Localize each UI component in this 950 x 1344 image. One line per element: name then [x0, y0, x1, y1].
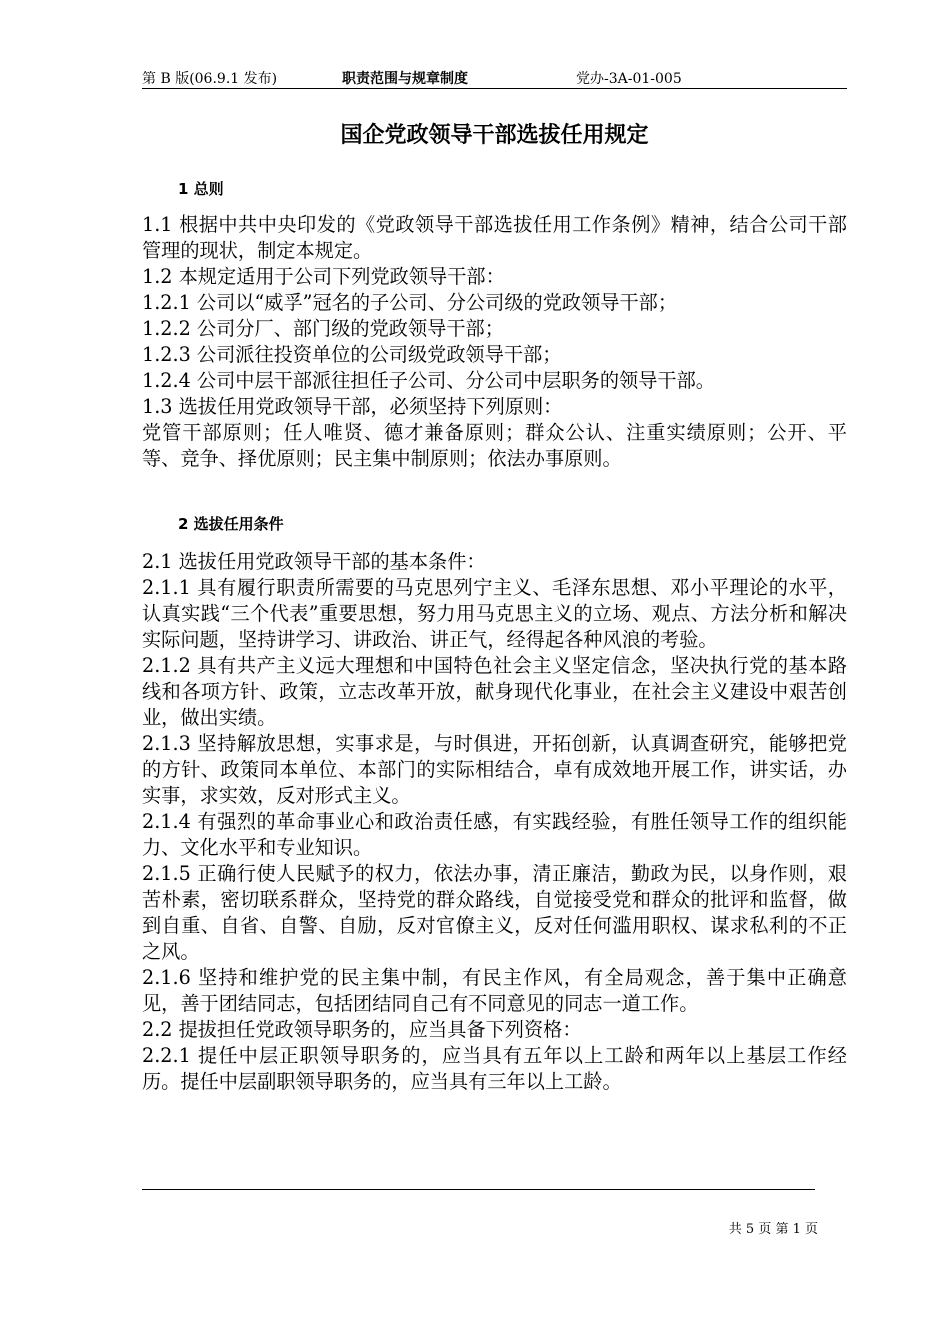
paragraph: 1.3 选拔任用党政领导干部，必须坚持下列原则： [142, 395, 563, 418]
section-body-general [142, 212, 847, 472]
paragraph: 1.2 本规定适用于公司下列党政领导干部： [142, 265, 505, 288]
paragraph: 1.2.1 公司以“威孚”冠名的子公司、分公司级的党政领导干部； [142, 291, 678, 314]
paragraph: 2.1.5 正确行使人民赋予的权力，依法办事，清正廉洁，勤政为民，以身作则，艰苦朴素，密切联系群众，坚持党的群众路线，自觉接受党和群众的批评和监督，做到自重、自省、自警、自励，反对官僚主义，反对任何滥用职权、谋求私利的不正之风。 [142, 862, 847, 963]
paragraph: 2.1.1 具有履行职责所需要的马克思列宁主义、毛泽东思想、邓小平理论的水平，认真实践“三个代表”重要思想，努力用马克思主义的立场、观点、方法分析和解决实际问题，坚持讲学习、讲政治、讲正气，经得起各种风浪的考验。 [142, 576, 847, 651]
paragraph: 1.2.4 公司中层干部派往担任子公司、分公司中层职务的领导干部。 [142, 369, 715, 392]
paragraph: 2.1.2 具有共产主义远大理想和中国特色社会主义坚定信念，坚决执行党的基本路线和各项方针、政策，立志改革开放，献身现代化事业，在社会主义建设中艰苦创业，做出实绩。 [142, 654, 847, 729]
page-number: 共 5 页 第 1 页 [728, 1222, 818, 1237]
page-header [142, 66, 847, 89]
section-heading-conditions: 2 选拔任用条件 [178, 515, 284, 533]
paragraph: 2.2.1 提任中层正职领导职务的，应当具有五年以上工龄和两年以上基层工作经历。提任中层副职领导职务的，应当具有三年以上工龄。 [142, 1044, 847, 1093]
section-heading-general: 1 总则 [178, 180, 224, 198]
paragraph: 2.2 提拔担任党政领导职务的，应当具备下列资格： [142, 1018, 582, 1041]
document-title: 国企党政领导干部选拔任用规定 [340, 123, 649, 148]
header-document-code: 党办-3A-01-005 [576, 71, 682, 87]
paragraph: 2.1.4 有强烈的革命事业心和政治责任感，有实践经验，有胜任领导工作的组织能力、文化水平和专业知识。 [142, 810, 847, 859]
paragraph: 1.2.2 公司分厂、部门级的党政领导干部； [142, 317, 504, 340]
paragraph: 2.1 选拔任用党政领导干部的基本条件： [142, 550, 486, 573]
footer-divider [142, 1189, 815, 1190]
paragraph: 2.1.6 坚持和维护党的民主集中制，有民主作风，有全局观念，善于集中正确意见，善于团结同志，包括团结同自己有不同意见的同志一道工作。 [142, 966, 847, 1015]
header-category: 职责范围与规章制度 [342, 71, 468, 87]
paragraph: 2.1.3 坚持解放思想，实事求是，与时俱进，开拓创新，认真调查研究，能够把党的方针、政策同本单位、本部门的实际相结合，卓有成效地开展工作，讲实话，办实事，求实效，反对形式主义。 [142, 732, 847, 807]
section-body-conditions [142, 549, 847, 1095]
header-version: 第 B 版(06.9.1 发布) [142, 71, 278, 87]
paragraph: 1.1 根据中共中央印发的《党政领导干部选拔任用工作条例》精神，结合公司干部管理的现状，制定本规定。 [142, 213, 847, 262]
paragraph: 1.2.3 公司派往投资单位的公司级党政领导干部； [142, 343, 562, 366]
paragraph: 党管干部原则；任人唯贤、德才兼备原则；群众公认、注重实绩原则；公开、平等、竞争、择优原则；民主集中制原则；依法办事原则。 [142, 421, 847, 470]
